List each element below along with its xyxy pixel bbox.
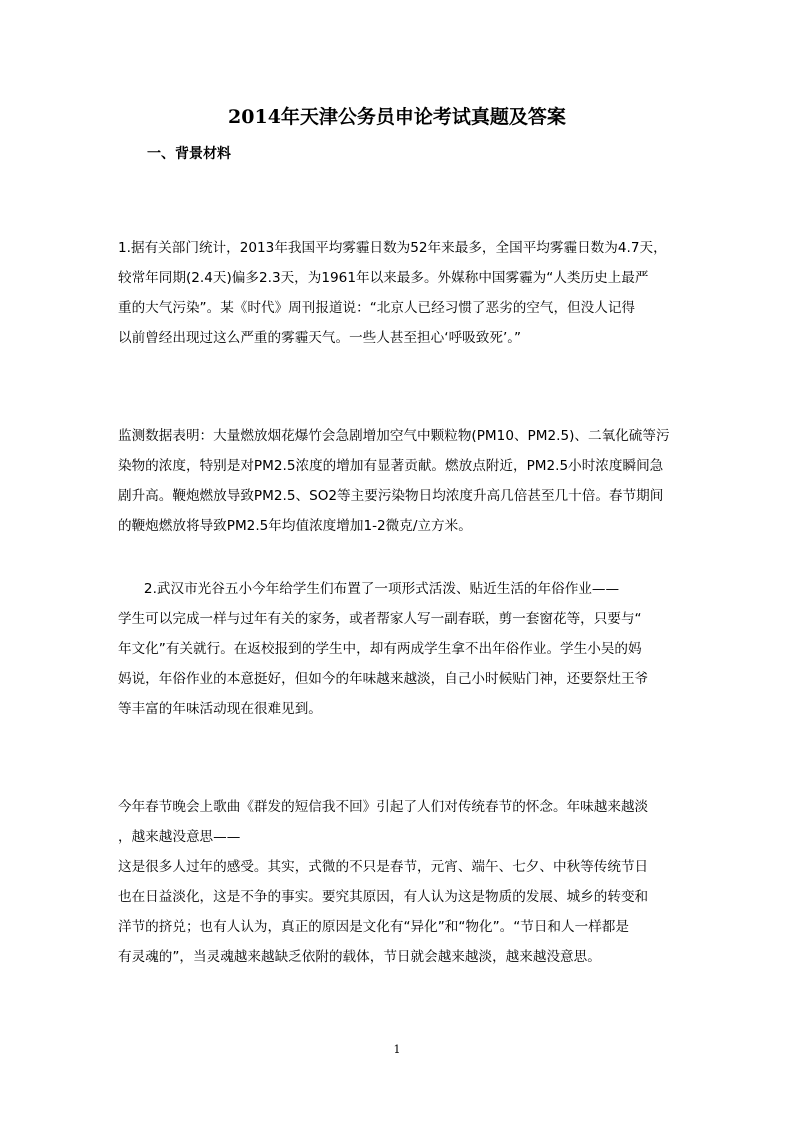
paragraph-2: [118, 421, 678, 541]
text-line: 较常年同期(2.4天)偏多2.3天，为1961年以来最多。外媒称中国雾霾为“人类历史上最严: [118, 270, 649, 286]
text-line: 有灵魂的”，当灵魂越来越缺乏依附的载体，节日就会越来越淡，越来越没意思。: [118, 949, 601, 965]
text-line: 等丰富的年味活动现在很难见到。: [118, 701, 322, 717]
document-title: 2014年天津公务员申论考试真题及答案: [228, 106, 566, 128]
text-line: 剧升高。鞭炮燃放导致PM2.5、SO2等主要污染物日均浓度升高几倍甚至几十倍。春节期间: [118, 488, 664, 504]
text-line: 这是很多人过年的感受。其实，式微的不只是春节，元宵、端午、七夕、中秋等传统节日: [118, 859, 649, 875]
text-line: 的鞭炮燃放将导致PM2.5年均值浓度增加1-2微克/立方米。: [118, 518, 472, 534]
text-line: 洋节的挤兑；也有人认为，真正的原因是文化有“异化”和“物化”。“节日和人一样都是: [118, 919, 629, 935]
paragraph-3: [118, 574, 678, 724]
page-number: 1: [393, 1043, 401, 1056]
paragraph-1: [118, 233, 678, 353]
text-line: 妈说，年俗作业的本意挺好，但如今的年味越来越淡，自己小时候贴门神，还要祭灶王爷: [118, 671, 649, 687]
text-line: 1.据有关部门统计，2013年我国平均雾霾日数为52年来最多，全国平均雾霾日数为4.7天，: [118, 240, 667, 256]
text-line: 今年春节晚会上歌曲《群发的短信我不回》引起了人们对传统春节的怀念。年味越来越淡: [118, 799, 649, 815]
paragraph-4: [118, 792, 678, 972]
text-line: 年文化”有关就行。在返校报到的学生中，却有两成学生拿不出年俗作业。学生小吴的妈: [118, 641, 642, 657]
text-line: 2.武汉市光谷五小今年给学生们布置了一项形式活泼、贴近生活的年俗作业——: [118, 581, 620, 597]
section-heading: 一、背景材料: [147, 146, 231, 162]
text-line: 也在日益淡化，这是不争的事实。要究其原因，有人认为这是物质的发展、城乡的转变和: [118, 889, 649, 905]
text-line: 重的大气污染”。某《时代》周刊报道说：“北京人已经习惯了恶劣的空气，但没人记得: [118, 300, 636, 316]
text-line: ，越来越没意思——: [118, 829, 241, 845]
text-line: 监测数据表明：大量燃放烟花爆竹会急剧增加空气中颗粒物(PM10、PM2.5)、二氧化硫等污: [118, 428, 670, 444]
text-line: 学生可以完成一样与过年有关的家务，或者帮家人写一副春联，剪一套窗花等，只要与“: [118, 611, 642, 627]
text-line: 染物的浓度，特别是对PM2.5浓度的增加有显著贡献。燃放点附近，PM2.5小时浓度瞬间急: [118, 458, 664, 474]
text-line: 以前曾经出现过这么严重的雾霾天气。一些人甚至担心‘呼吸致死’。”: [118, 330, 522, 346]
